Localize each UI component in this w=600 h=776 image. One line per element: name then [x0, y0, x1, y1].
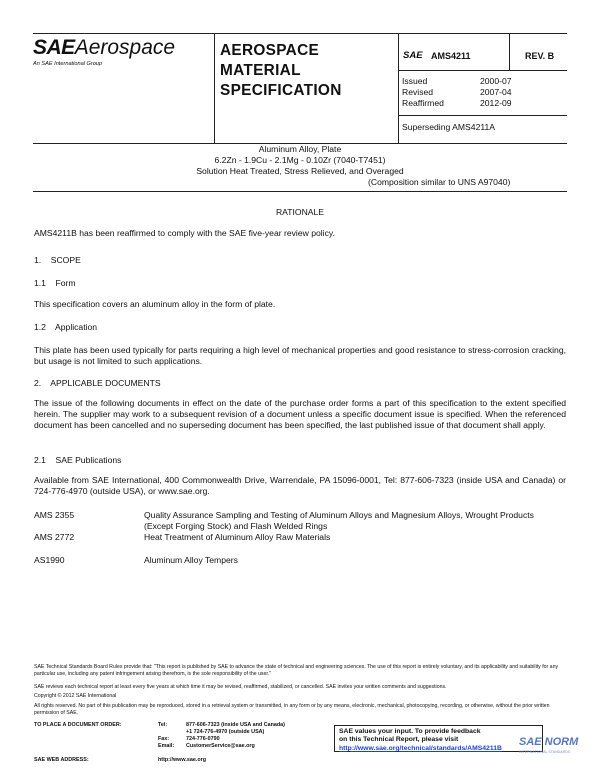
- feedback-line-2: on this Technical Report, please visit: [339, 736, 459, 744]
- sae-mini-logo: SAE: [403, 50, 423, 61]
- fax-label: Fax:: [158, 736, 170, 742]
- reference-description: Heat Treatment of Aluminum Alloy Raw Materials: [144, 532, 331, 542]
- reference-description: Quality Assurance Sampling and Testing of Aluminum Alloys and Magnesium Alloys, Wrought Products (Except Forging Stock) and Flash Welded Rings: [144, 510, 534, 531]
- order-contacts: [158, 722, 328, 750]
- section-2-1-heading: 2.1 SAE Publications: [34, 455, 122, 465]
- section-1-heading: 1. SCOPE: [34, 255, 81, 265]
- header-divider-rev: [509, 33, 510, 71]
- rationale-heading: RATIONALE: [275, 207, 325, 217]
- rationale-text: AMS4211B has been reaffirmed to comply with the SAE five-year review policy.: [34, 228, 335, 238]
- document-number: AMS4211: [431, 51, 471, 61]
- sae-aerospace-logo: SAEAerospace: [33, 36, 176, 59]
- header-top-rule: [33, 33, 567, 34]
- revision-label: REV. B: [525, 51, 555, 61]
- reaffirmed-label: Reaffirmed: [402, 98, 444, 108]
- document-type-title: AEROSPACE MATERIAL SPECIFICATION: [220, 42, 342, 99]
- logo-subtitle: An SAE International Group: [33, 61, 103, 67]
- order-label: TO PLACE A DOCUMENT ORDER:: [34, 722, 122, 728]
- email-value[interactable]: CustomerService@sae.org: [186, 743, 255, 749]
- subject-line-2: 6.2Zn - 1.9Cu - 2.1Mg - 0.10Zr (7040-T7451): [214, 155, 386, 165]
- revised-label: Revised: [402, 87, 434, 97]
- section-1-2-heading: 1.2 Application: [34, 322, 98, 332]
- review-notice: SAE reviews each technical report at least every five years at which time it may be revised, reaffirmed, stabilized, or cancelled. SAE invites your written comments and suggestions.: [34, 684, 447, 690]
- header-divider-mid: [398, 33, 399, 143]
- fax-value: 724-776-0790: [186, 736, 220, 742]
- subject-line-3: Solution Heat Treated, Stress Relieved, and Overaged: [196, 166, 404, 176]
- tel-outside-value: +1 724-776-4970 (outside USA): [186, 729, 265, 735]
- email-label: Email:: [158, 743, 175, 749]
- rights-notice: All rights reserved. No part of this publication may be reproduced, stored in a retrieval system or transmitted, in any form or by any means, electronic, mechanical, photocopying, recording, or otherwise, without the prior written permission of SAE.: [34, 703, 550, 716]
- date-block: [402, 76, 562, 109]
- tel-label: Tel:: [158, 722, 168, 728]
- section-1-2-text: This plate has been used typically for parts requiring a high level of mechanical properties and good resistance to stress-corrosion cracking, but usage is not limited to such applications.: [34, 345, 566, 366]
- copyright-line: Copyright © 2012 SAE International: [34, 693, 117, 699]
- section-2-text: The issue of the following documents in effect on the date of the purchase order forms a part of this specification to the extent specified herein. The supplier may work to a subsequent revision of a document unless a specific document issue is specified. When the referenced document has been cancelled and no superseding document has been specified, the last published issue of that document shall apply.: [34, 398, 566, 430]
- standards-board-notice: SAE Technical Standards Board Rules provide that: "This report is published by SAE to advance the state of technical and engineering sciences. The use of this report is entirely voluntary, and its applicability and suitability for any particular use, including any patent infringement arising therefrom, is the sole responsibility of the user.": [34, 664, 559, 677]
- feedback-line-1: SAE values your input. To provide feedback: [339, 728, 481, 735]
- feedback-link[interactable]: http://www.sae.org/technical/standards/AMS4211B: [339, 744, 502, 752]
- web-address-label: SAE WEB ADDRESS:: [34, 757, 89, 763]
- reference-description: Aluminum Alloy Tempers: [144, 555, 238, 565]
- subject-bottom-rule: [33, 191, 567, 192]
- sae-norm-watermark-sub: INTERNATIONAL STANDARDS: [519, 750, 571, 754]
- subject-line-1: Aluminum Alloy, Plate: [258, 144, 342, 154]
- superseding-note: Superseding AMS4211A: [402, 122, 496, 132]
- reference-code: AMS 2772: [34, 532, 75, 542]
- header-divider-left: [214, 33, 215, 143]
- reference-code: AMS 2355: [34, 510, 75, 520]
- feedback-box: [334, 725, 543, 752]
- section-1-1-heading: 1.1 Form: [34, 278, 76, 288]
- reaffirmed-value: 2012-09: [480, 98, 512, 108]
- header-rule-mid: [398, 70, 567, 71]
- reference-code: AS1990: [34, 555, 65, 565]
- header-rule-dates: [398, 115, 567, 116]
- issued-value: 2000-07: [480, 76, 512, 86]
- section-2-heading: 2. APPLICABLE DOCUMENTS: [34, 378, 161, 388]
- web-address-value[interactable]: http://www.sae.org: [158, 757, 207, 763]
- revised-value: 2007-04: [480, 87, 512, 97]
- subject-line-4: (Composition similar to UNS A97040): [368, 177, 511, 187]
- sae-norm-watermark: SAE NORM: [519, 736, 579, 748]
- section-2-1-text: Available from SAE International, 400 Commonwealth Drive, Warrendale, PA 15096-0001, Tel: 877-606-7323 (inside USA and Canada) or 724-776-4970 (outside USA), or www.sae.org.: [34, 475, 566, 496]
- section-1-1-text: This specification covers an aluminum alloy in the form of plate.: [34, 299, 276, 309]
- tel-value: 877-606-7323 (inside USA and Canada): [186, 722, 285, 728]
- issued-label: Issued: [402, 76, 428, 86]
